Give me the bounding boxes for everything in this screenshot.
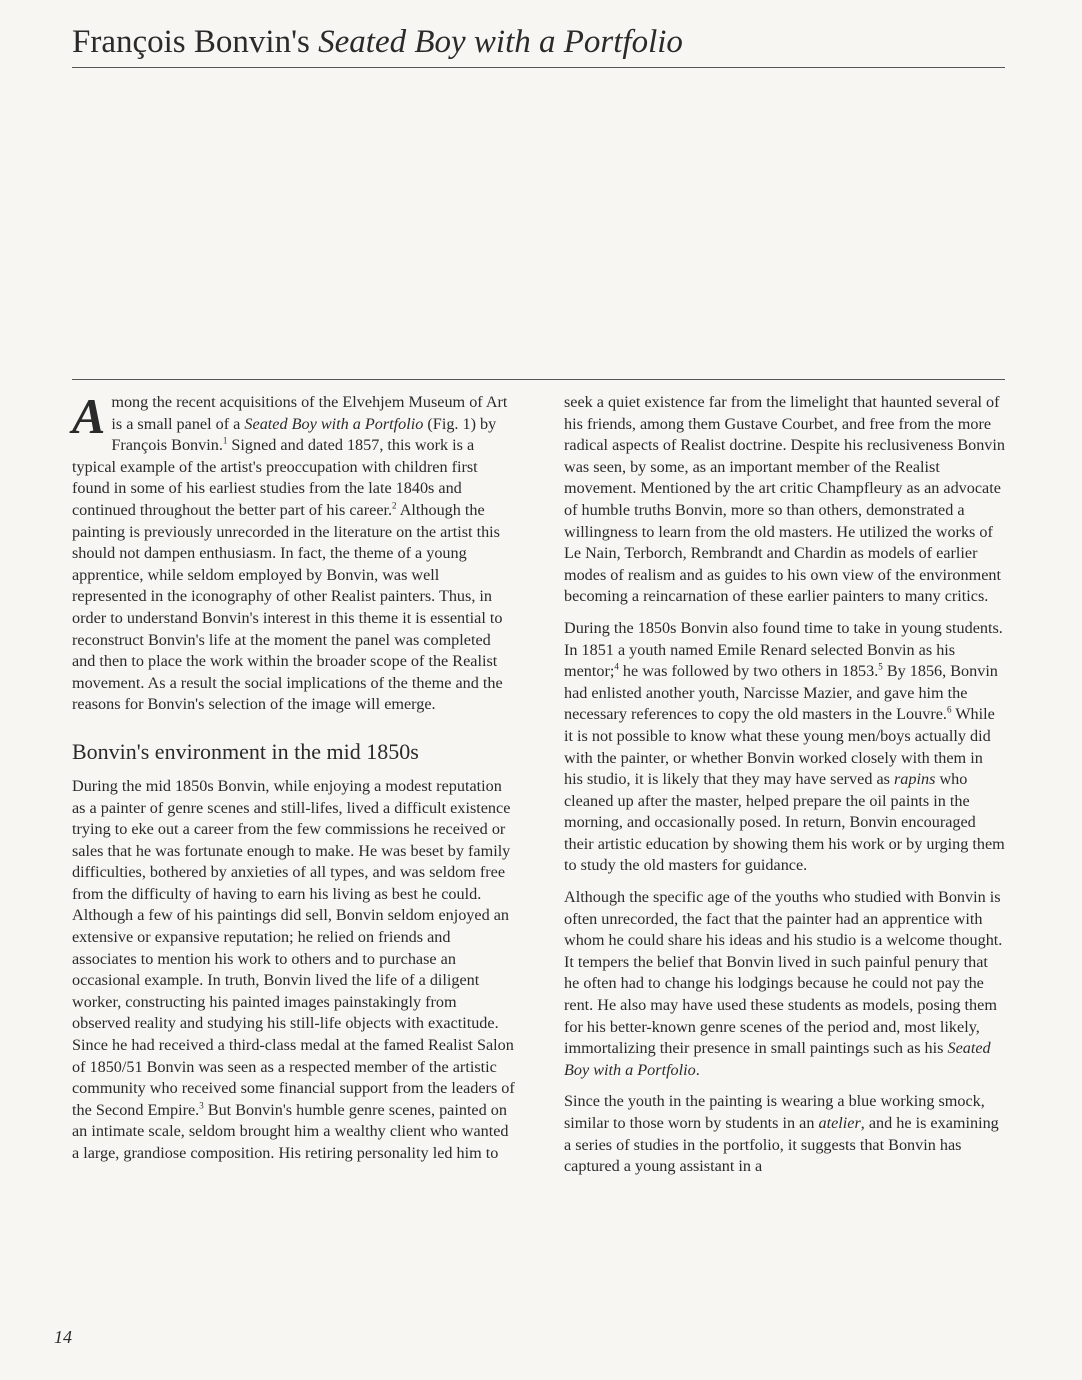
body-paragraph: seek a quiet existence far from the limelight that haunted several of his friends, among them Gustave Courbet, and free from the more radical aspects of Realist doctrine. Despite his reclusiveness Bonvin was seen, by some, as an important member of the Realist movement. Mentioned by the art critic Champfleury as an advocate of humble truths Bonvin, more so than others, demonstrated a willingness to learn from the old masters. He utilized the works of Le Nain, Terborch, Rembrandt and Chardin as models of earlier modes of realism and as guides to his own view of the environment becoming a reincarnation of these earlier painters to many critics. bbox=[564, 393, 1005, 606]
title-italic: Seated Boy with a Portfolio bbox=[318, 24, 683, 60]
title-plain: François Bonvin's bbox=[72, 24, 319, 60]
right-column bbox=[564, 392, 1005, 1188]
footnote-ref: 1 bbox=[222, 435, 228, 446]
section-rule bbox=[72, 379, 1005, 380]
footnote-ref: 5 bbox=[878, 661, 883, 672]
drop-cap: A bbox=[72, 388, 106, 444]
body-paragraph: During the 1850s Bonvin also found time to take in young students. In 1851 a youth named Emile Renard selected Bonvin as his mentor;$^4$ he was followed by two others in 1853.$^5$ By 1856, Bonvin had enlisted another youth, Narcisse Mazier, and gave him the necessary references to copy the old masters in the Louvre.$^6$ While it is not possible to know what these young men/boys actually did with the painter, or whether Bonvin worked closely with them in his studio, it is likely that they may have served as rapins who cleaned up after the master, helped prepare the oil paints in the morning, and occasionally posed. In return, Bonvin encouraged their artistic education by showing them his work or by urging them to study the old masters for guidance. bbox=[564, 618, 1005, 875]
header-rule bbox=[72, 67, 1005, 68]
footnote-ref: 4 bbox=[614, 661, 619, 672]
footnote-ref: 2 bbox=[392, 500, 397, 511]
body-paragraph: Although the specific age of the youths who studied with Bonvin is often unrecorded, the fact that the painter had an apprentice with whom he could share his ideas and his studio is a welcome thought. It tempers the belief that Bonvin lived in such painful penury that he often had to change his lodgings because he could not pay the rent. He also may have used these students as models, posing them for his better-known genre scenes of the period and, most likely, immortalizing their presence in small paintings such as his Seated Boy with a Portfolio. bbox=[564, 888, 1003, 1079]
body-paragraph: Since the youth in the painting is wearing a blue working smock, similar to those worn by students in an atelier, and he is examining a series of studies in the portfolio, it suggests that Bonvin has captured a young assistant in a bbox=[564, 1092, 999, 1176]
section-heading: Bonvin's environment in the mid 1850s bbox=[72, 738, 419, 764]
footnote-ref: 3 bbox=[199, 1100, 204, 1111]
page-number: 14 bbox=[54, 1327, 72, 1347]
footnote-ref: 6 bbox=[946, 704, 952, 715]
left-column bbox=[72, 388, 516, 1175]
intro-paragraph: Among the recent acquisitions of the Elvehjem Museum of Art is a small panel of a Seated Boy with a Portfolio (Fig. 1) by François Bonvin.$^1$ Signed and dated 1857, this work is a typical example of the artist's preoccupation with children first found in some of his earliest studies from the late 1840s and continued throughout the better part of his career.$^2$ Although the painting is previously unrecorded in the literature on the artist this should not dampen enthusiasm. In fact, the theme of a young apprentice, while seldom employed by Bonvin, was well represented in the iconography of other Realist painters. Thus, in order to understand Bonvin's interest in this theme it is essential to reconstruct Bonvin's life at the moment the panel was completed and then to place the work within the broader scope of the Realist movement. As a result the social implications of the theme and the reasons for Bonvin's selection of the image will emerge. bbox=[72, 388, 508, 714]
page-title bbox=[72, 20, 683, 64]
body-paragraph: During the mid 1850s Bonvin, while enjoying a modest reputation as a painter of genre scenes and still-lifes, lived a difficult existence trying to eke out a career from the few commissions he received or sales that he was fortunate enough to make. He was beset by family difficulties, bothered by anxieties of all types, and was seldom free from the difficulty of having to earn his living as best he could. Although a few of his paintings did sell, Bonvin seldom enjoyed an extensive or expansive reputation; he relied on friends and associates to mention his work to others and to purchase an occasional example. In truth, Bonvin lived the life of a diligent worker, constructing his painted images painstakingly from observed reality and studying his still-life objects with exactitude. Since he had received a third-class medal at the famed Realist Salon of 1850/51 Bonvin was seen as a respected member of the artistic community who received some financial support from the leaders of the Second Empire.$^3$ But Bonvin's humble genre scenes, painted on an intimate scale, seldom brought him a wealthy client who wanted a large, grandiose composition. His retiring personality led him to bbox=[72, 776, 515, 1162]
